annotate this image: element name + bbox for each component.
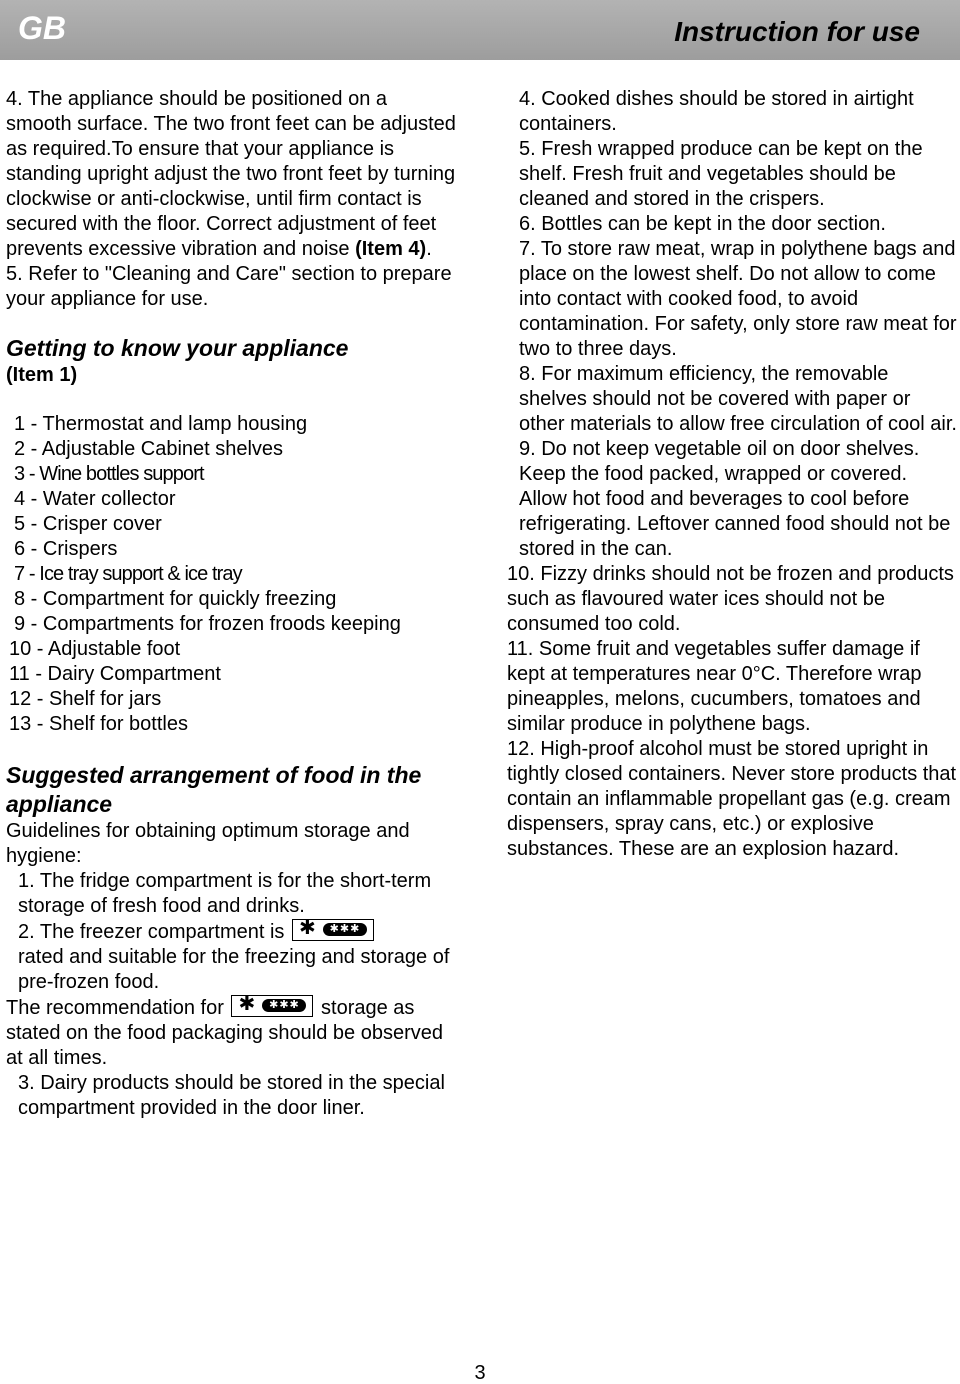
page-header <box>0 0 960 60</box>
guideline-2 <box>6 919 456 995</box>
list-item: 1 - Thermostat and lamp housing <box>14 413 308 435</box>
list-item: 2 - Adjustable Cabinet shelves <box>14 438 284 460</box>
header-title: Instruction for use <box>674 16 920 47</box>
guideline-1: 1. The fridge compartment is for the short-term storage of fresh food and drinks. <box>18 870 432 917</box>
item-reference: (Item 4) <box>355 238 427 260</box>
list-item: 3 - Wine bottles support <box>14 463 204 485</box>
guideline-2-text: 2. The freezer compartment is <box>18 921 285 943</box>
section-heading-getting-to-know: Getting to know your appliance <box>6 335 349 361</box>
page-number: 3 <box>474 1362 486 1384</box>
guideline-2-continued: rated and suitable for the freezing and storage of pre-frozen food. <box>18 946 450 993</box>
list-item: 5 - Crisper cover <box>14 513 162 535</box>
three-star-icon: ✱✱✱ <box>262 999 306 1012</box>
list-item: 11 - Dairy Compartment <box>9 663 221 685</box>
three-star-icon: ✱✱✱ <box>323 923 367 936</box>
section-subheading: (Item 1) <box>6 364 78 386</box>
star-icon: ✱ <box>238 993 256 1015</box>
guideline-7: 7. To store raw meat, wrap in polythene bags and place on the lowest shelf. Do not allow to come into contact with cooked food, to avoid contamination. For safety, only store raw meat for two to three days. <box>519 238 957 360</box>
list-item: 6 - Crispers <box>14 538 118 560</box>
list-item: 10 - Adjustable foot <box>9 638 181 660</box>
guideline-9: 9. Do not keep vegetable oil on door shelves. Keep the food packed, wrapped or covered. Allow hot food and beverages to cool before refrigerating. Leftover canned food should not be stored in the can. <box>519 438 951 560</box>
list-item: 7 - Ice tray support & ice tray <box>14 563 242 585</box>
recommendation <box>6 995 456 1071</box>
section-heading-suggested-arrangement: Suggested arrangement of food in the appliance <box>6 762 422 817</box>
paragraph-item-5: 5. Refer to "Cleaning and Care" section to prepare your appliance for use. <box>6 263 452 310</box>
paragraph-item-4-text: 4. The appliance should be positioned on a smooth surface. The two front feet can be adjusted as required.To ensure that your appliance is standing upright adjust the two front feet by turning clockwise or anti-clockwise, until firm contact is secured with the floor. Correct adjustment of feet prevents excessive vibration and noise <box>6 88 456 260</box>
recommendation-text: The recommendation for <box>6 997 224 1019</box>
guideline-10: 10. Fizzy drinks should not be frozen and products such as flavoured water ices should not be consumed too cold. <box>507 563 954 635</box>
guideline-3: 3. Dairy products should be stored in the special compartment provided in the door liner. <box>18 1072 445 1119</box>
guideline-11: 11. Some fruit and vegetables suffer damage if kept at temperatures near 0°C. Therefore wrap pineapples, melons, cucumbers, tomatoes and similar produce in polythene bags. <box>507 638 922 735</box>
paragraph-item-4 <box>6 87 456 262</box>
list-item: 12 - Shelf for jars <box>9 688 162 710</box>
list-item: 8 - Compartment for quickly freezing <box>14 588 337 610</box>
region-code: GB <box>18 10 66 46</box>
guidelines-intro: Guidelines for obtaining optimum storage and hygiene: <box>6 820 410 867</box>
parts-list <box>6 412 456 737</box>
guideline-12: 12. High-proof alcohol must be stored upright in tightly closed containers. Never store products that contain an inflammable propellant gas (e.g. cream dispensers, spray cans, etc.) or explosive substances. These are an explosion hazard. <box>507 738 957 860</box>
recommendation-continued: storage as stated on the food packaging should be observed at all times. <box>6 997 443 1069</box>
guideline-5: 5. Fresh wrapped produce can be kept on the shelf. Fresh fruit and vegetables should be cleaned and stored in the crispers. <box>519 138 923 210</box>
paragraph-item-4-end: . <box>426 238 432 260</box>
freezer-rating-symbol <box>231 995 313 1017</box>
guideline-6: 6. Bottles can be kept in the door section. <box>519 213 886 235</box>
freezer-rating-symbol <box>292 919 374 941</box>
right-column <box>507 87 957 862</box>
list-item: 13 - Shelf for bottles <box>9 713 188 735</box>
guideline-8: 8. For maximum efficiency, the removable shelves should not be covered with paper or other materials to allow free circulation of cool air. <box>519 363 957 435</box>
left-column <box>6 87 456 1121</box>
guideline-4: 4. Cooked dishes should be stored in airtight containers. <box>519 88 914 135</box>
list-item: 9 - Compartments for frozen froods keeping <box>14 613 401 635</box>
star-icon: ✱ <box>298 917 316 939</box>
list-item: 4 - Water collector <box>14 488 176 510</box>
